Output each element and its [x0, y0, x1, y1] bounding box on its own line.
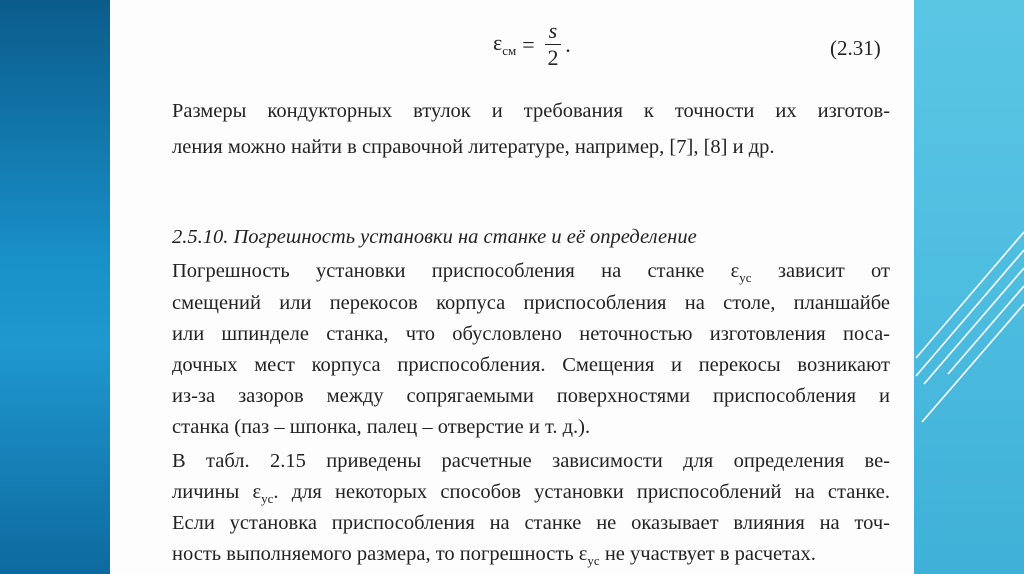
paragraph3-line3: Если установка приспособления на станке не оказывает влияния на точ- — [172, 512, 890, 534]
paragraph2-line2: смещений или перекосов корпуса приспособления на столе, планшайбе — [172, 292, 890, 314]
formula — [493, 18, 571, 71]
section-heading: 2.5.10. Погрешность установки на станке и её определение — [172, 226, 697, 248]
paragraph3-line4: ность выполняемого размера, то погрешность $\varepsilon_{ус}$ не участвует в расчетах. — [172, 543, 816, 568]
equation-number: (2.31) — [830, 36, 881, 60]
paragraph2-line3: или шпинделе станка, что обусловлено неточностью изготовления поса- — [172, 323, 890, 345]
formula-fraction — [545, 18, 562, 71]
decorative-lines — [914, 0, 1024, 574]
paragraph2-line1: Погрешность установки приспособления на станке $\varepsilon_{ус}$ зависит от — [172, 260, 890, 285]
slide-background-left — [0, 0, 110, 574]
paragraph2-line4: дочных мест корпуса приспособления. Смещения и перекосы возникают — [172, 354, 890, 376]
formula-numerator: s — [545, 18, 562, 45]
formula-trailing: . — [565, 31, 571, 57]
formula-denominator: 2 — [547, 45, 559, 70]
document-page — [110, 0, 914, 574]
paragraph3-line2: личины $\varepsilon_{ус}$. для некоторых способов установки приспособлений на станке. — [172, 481, 890, 506]
paragraph2-line6: станка (паз – шпонка, палец – отверстие и т. д.). — [172, 416, 591, 438]
paragraph3-line1: В табл. 2.15 приведены расчетные зависимости для определения ве- — [172, 450, 890, 472]
formula-equals: = — [522, 31, 535, 57]
paragraph1-line1: Размеры кондукторных втулок и требования к точности их изготов- — [172, 100, 890, 122]
paragraph2-line5: из-за зазоров между сопрягаемыми поверхностями приспособления и — [172, 385, 890, 407]
formula-lhs: $\varepsilon_{см}$ — [493, 30, 517, 58]
paragraph1-line2: ления можно найти в справочной литературе, например, [7], [8] и др. — [172, 136, 775, 158]
